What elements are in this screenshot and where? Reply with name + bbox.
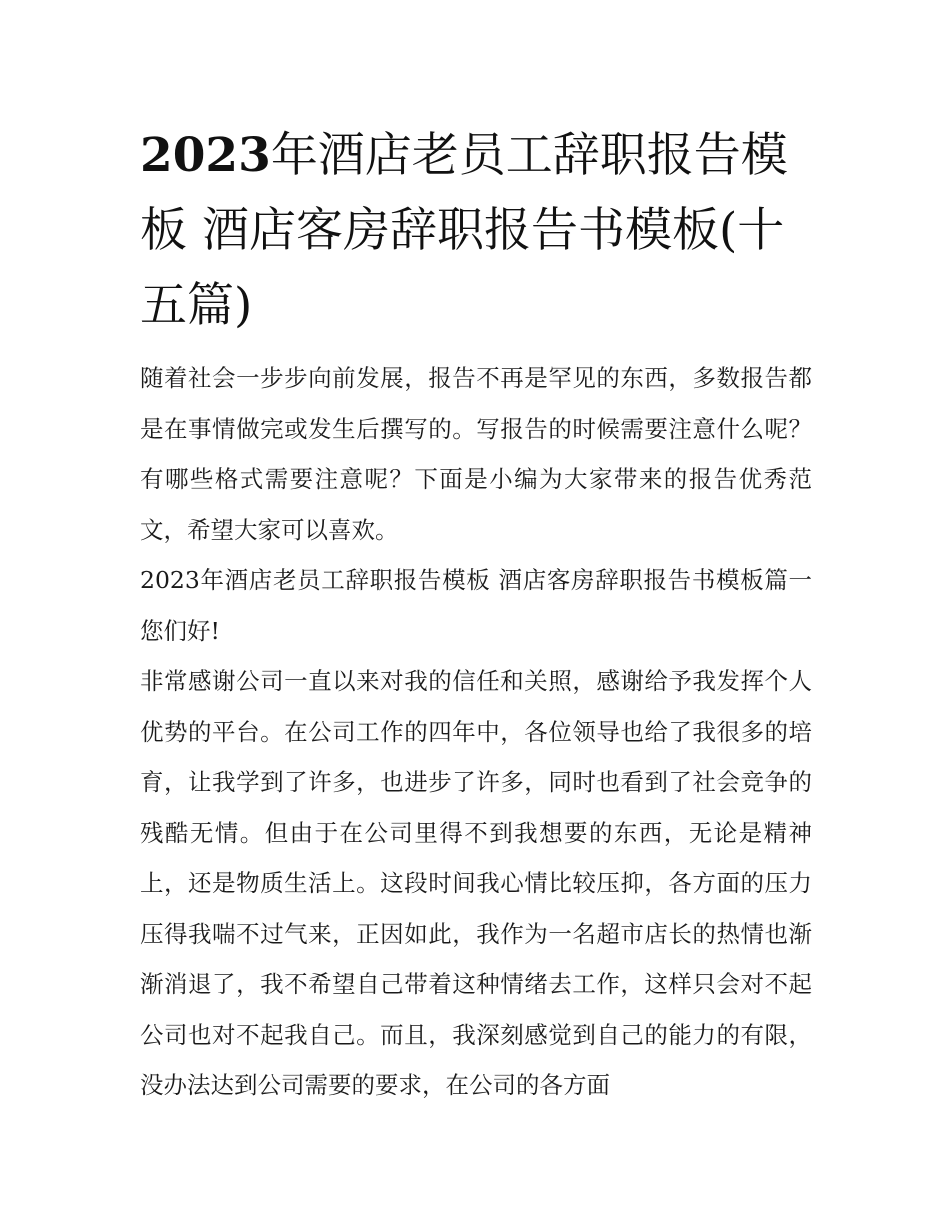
document-content <box>140 118 812 1111</box>
intro-paragraph: 随着社会一步步向前发展，报告不再是罕见的东西，多数报告都是在事情做完或发生后撰写的。写报告的时候需要注意什么呢？有哪些格式需要注意呢？下面是小编为大家带来的报告优秀范文，希望大家可以喜欢。 <box>140 364 812 544</box>
title-year: 2023 <box>140 128 271 183</box>
section-heading: 2023年酒店老员工辞职报告模板 酒店客房辞职报告书模板篇一 您们好! <box>140 566 812 645</box>
body-paragraph: 非常感谢公司一直以来对我的信任和关照，感谢给予我发挥个人优势的平台。在公司工作的四年中，各位领导也给了我很多的培育，让我学到了许多，也进步了许多，同时也看到了社会竞争的残酷无情。但由于在公司里得不到我想要的东西，无论是精神上，还是物质生活上。这段时间我心情比较压抑，各方面的压力压得我喘不过气来，正因如此，我作为一名超市店长的热情也渐渐消退了，我不希望自己带着这种情绪去工作，这样只会对不起公司也对不起我自己。而且，我深刻感觉到自己的能力的有限，没办法达到公司需要的要求，在公司的各方面 <box>140 667 812 1099</box>
title-text: 年酒店老员工辞职报告模板 酒店客房辞职报告书模板(十五篇) <box>140 128 788 333</box>
document-title <box>140 118 812 343</box>
